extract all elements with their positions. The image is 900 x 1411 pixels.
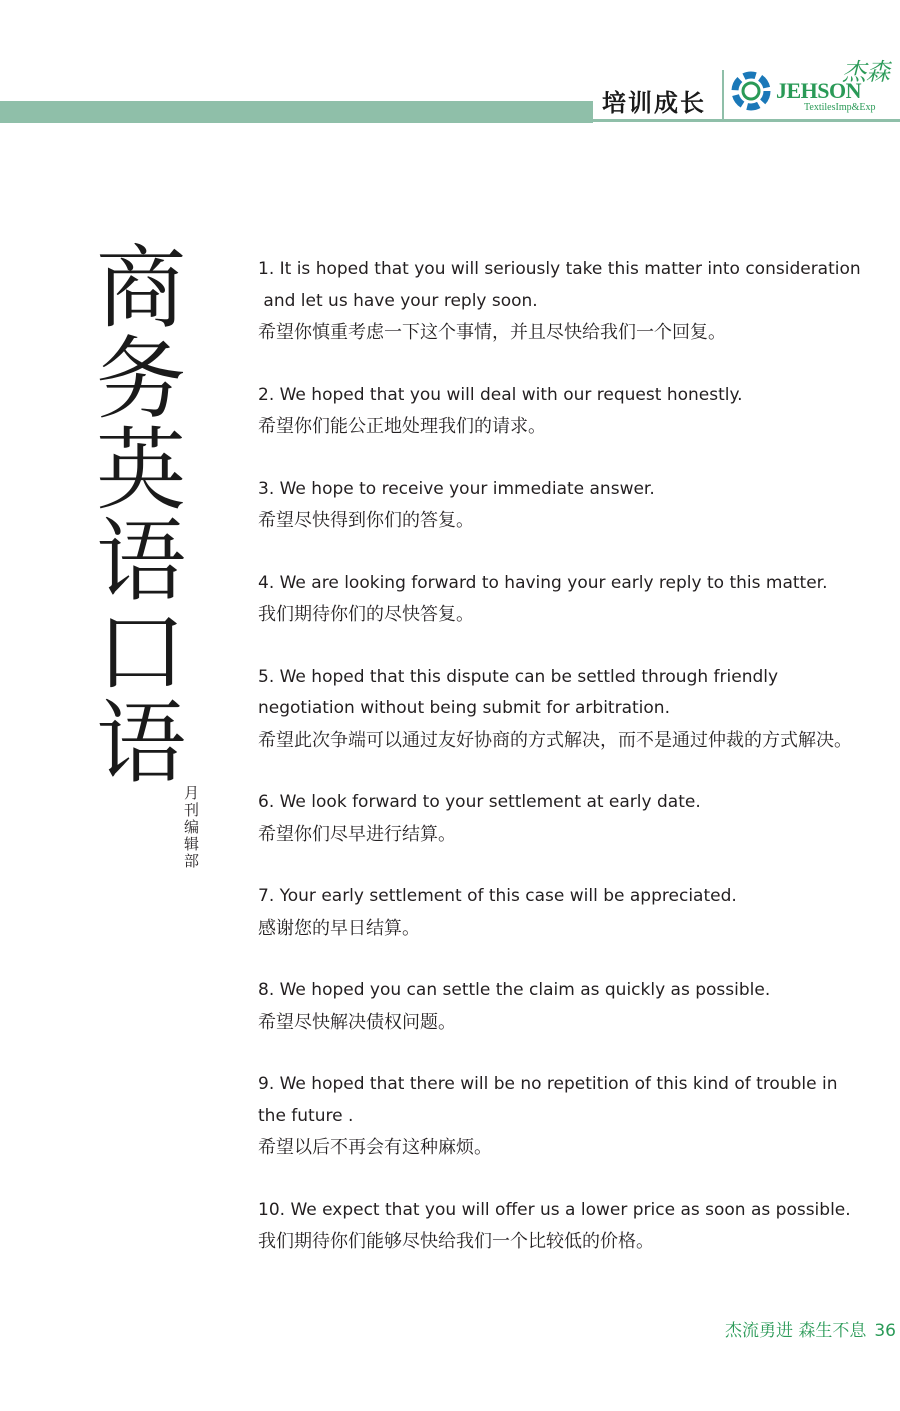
list-item [258, 1069, 900, 1164]
section-title: 培训成长 [602, 89, 706, 117]
list-item [258, 1195, 900, 1258]
list-item [258, 380, 900, 443]
company-logo [730, 52, 895, 120]
list-item [258, 975, 900, 1038]
english-phrase: 10. We expect that you will offer us a lower price as soon as possible. [258, 1199, 851, 1220]
english-phrase: 7. Your early settlement of this case will be appreciated. [258, 886, 737, 906]
page-title: 商务英语口语 [96, 236, 186, 796]
list-item [258, 881, 900, 944]
logo-ring-icon [730, 70, 772, 112]
chinese-translation: 希望以后不再会有这种麻烦。 [258, 1137, 492, 1158]
chinese-translation: 希望你们尽早进行结算。 [258, 823, 456, 845]
page-number: 36 [874, 1321, 896, 1341]
english-phrase: 4. We are looking forward to having your early reply to this matter. [258, 572, 828, 593]
chinese-translation: 感谢您的早日结算。 [258, 917, 420, 939]
footer [717, 1316, 896, 1341]
list-item [258, 474, 900, 537]
chinese-translation: 我们期待你们能够尽快给我们一个比较低的价格。 [258, 1231, 654, 1252]
chinese-translation: 希望尽快得到你们的答复。 [258, 510, 474, 531]
english-phrase: 3. We hope to receive your immediate answer. [258, 478, 655, 499]
chinese-translation: 希望此次争端可以通过友好协商的方式解决，而不是通过仲裁的方式解决。 [258, 729, 852, 751]
phrase-list [258, 254, 900, 1289]
english-phrase: 2. We hoped that you will deal with our request honestly. [258, 384, 743, 405]
list-item [258, 787, 900, 850]
english-phrase: 6. We look forward to your settlement at early date. [258, 792, 701, 812]
byline: 月刊编辑部 [184, 784, 200, 870]
english-phrase: 5. We hoped that this dispute can be settled through friendly negotiation without being submit for arbitration. [258, 666, 779, 718]
chinese-translation: 希望你慎重考虑一下这个事情，并且尽快给我们一个回复。 [258, 322, 726, 343]
list-item [258, 568, 900, 631]
chinese-translation: 希望尽快解决债权问题。 [258, 1011, 456, 1033]
english-phrase: 9. We hoped that there will be no repetition of this kind of trouble in the future . [258, 1074, 838, 1126]
footer-slogan: 杰流勇进 森生不息 [724, 1321, 867, 1341]
logo-subtitle: TextilesImp&Exp [804, 102, 876, 113]
logo-chinese-mark: 杰森 [842, 58, 890, 86]
logo-brand: JEHSON [776, 78, 862, 103]
list-item [258, 254, 900, 349]
english-phrase: 1. It is hoped that you will seriously take this matter into consideration and let us have your reply soon. [258, 259, 861, 311]
header-color-bar [0, 101, 593, 123]
english-phrase: 8. We hoped you can settle the claim as quickly as possible. [258, 980, 771, 1000]
chinese-translation: 希望你们能公正地处理我们的请求。 [258, 416, 546, 437]
header-divider [722, 70, 724, 120]
list-item [258, 662, 900, 757]
chinese-translation: 我们期待你们的尽快答复。 [258, 604, 474, 625]
